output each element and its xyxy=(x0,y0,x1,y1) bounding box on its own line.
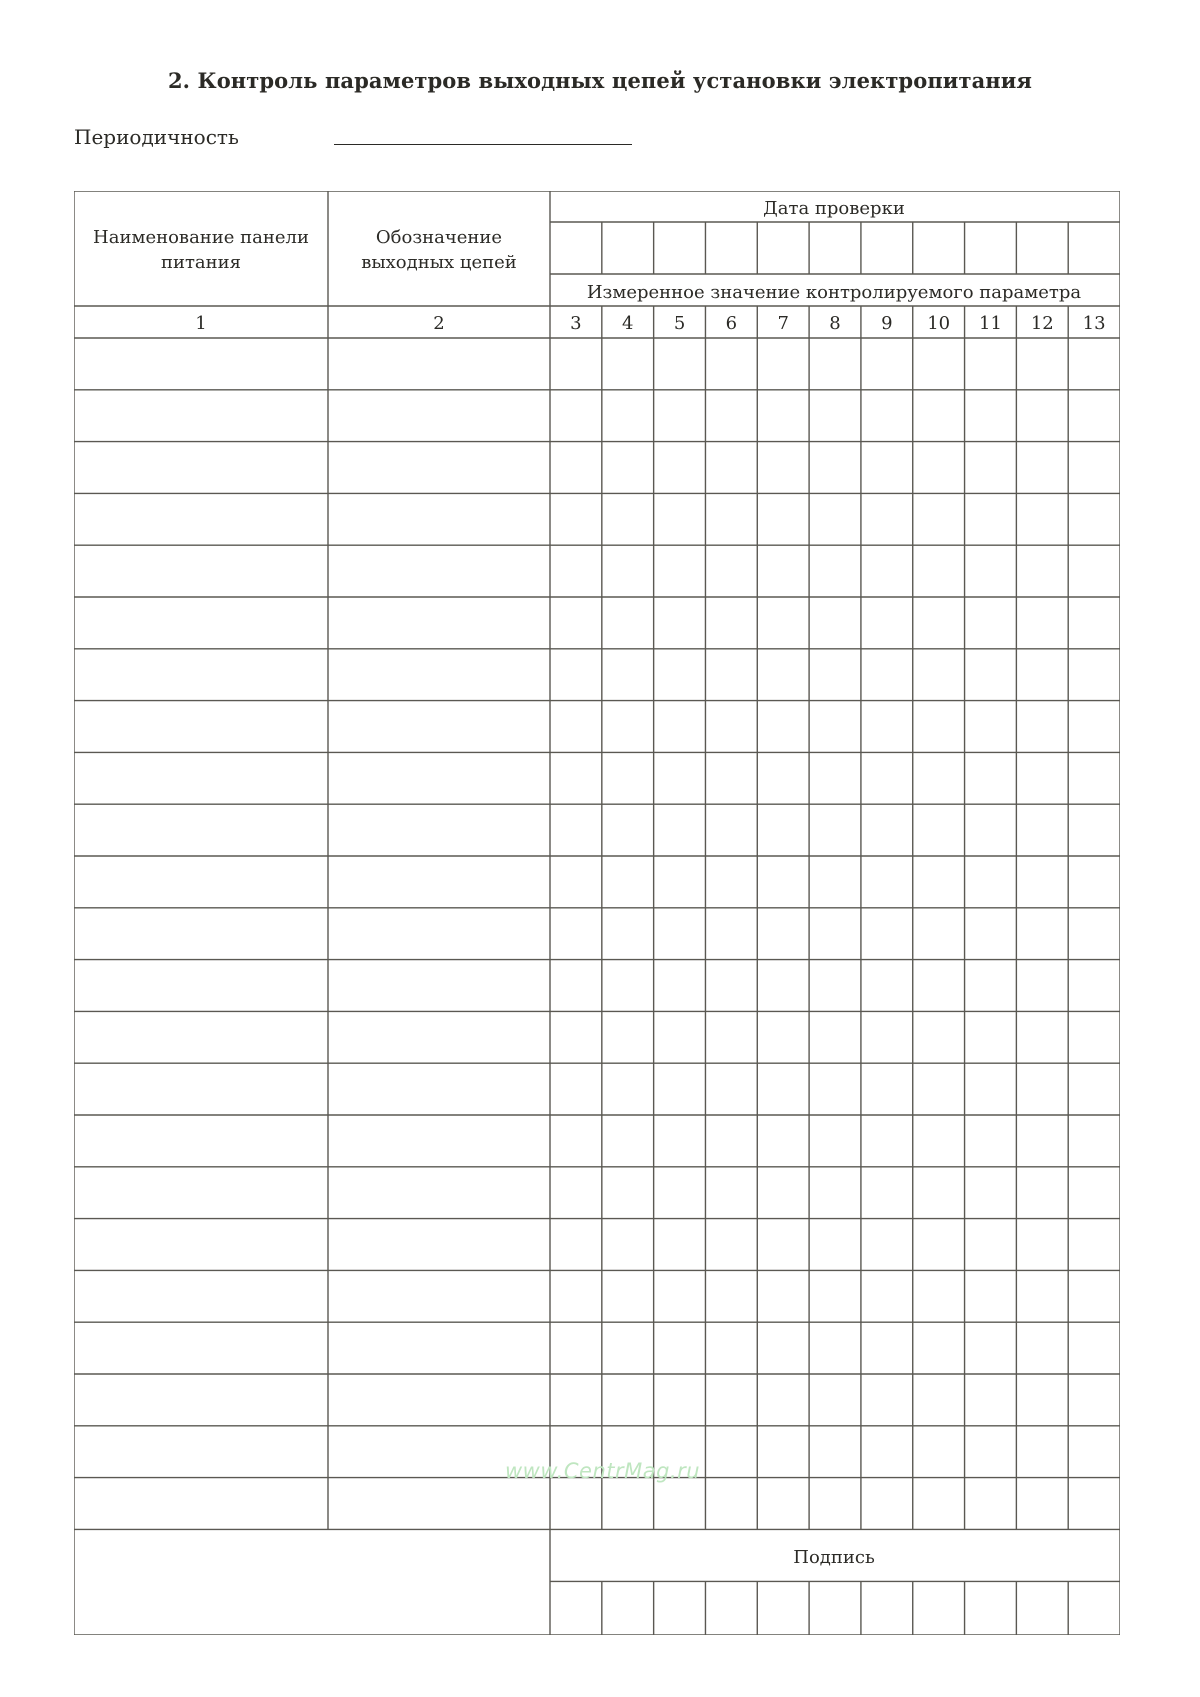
column-number-4: 4 xyxy=(622,313,634,334)
table-grid-lines xyxy=(74,191,1120,1635)
header-check-date: Дата проверки xyxy=(763,198,905,219)
column-number-row xyxy=(195,313,1105,334)
header-circuit-designation-line1: Обозначение xyxy=(375,227,503,248)
watermark: www.CentrMag.ru xyxy=(505,1459,701,1483)
header-measured-value: Измеренное значение контролируемого параметра xyxy=(586,282,1082,303)
inspection-table xyxy=(74,191,1120,1635)
column-number-3: 3 xyxy=(570,313,582,334)
column-number-10: 10 xyxy=(927,313,951,334)
column-number-6: 6 xyxy=(725,313,738,334)
column-number-11: 11 xyxy=(979,313,1002,334)
table-header-text xyxy=(93,198,1106,1568)
column-number-2: 2 xyxy=(433,313,445,334)
column-number-5: 5 xyxy=(673,313,686,334)
periodicity-input-line[interactable] xyxy=(334,144,632,145)
column-number-9: 9 xyxy=(881,313,893,334)
header-panel-name-line2: питания xyxy=(160,252,242,273)
signature-label: Подпись xyxy=(793,1547,875,1568)
header-circuit-designation-line2: выходных цепей xyxy=(361,252,517,273)
periodicity-label: Периодичность xyxy=(74,125,239,149)
column-number-12: 12 xyxy=(1030,313,1054,334)
column-number-8: 8 xyxy=(829,313,841,334)
column-number-1: 1 xyxy=(195,313,207,334)
column-number-13: 13 xyxy=(1082,313,1106,334)
document-title: 2. Контроль параметров выходных цепей установки электропитания xyxy=(167,68,1033,93)
column-number-7: 7 xyxy=(777,313,789,334)
header-panel-name-line1: Наименование панели xyxy=(93,227,309,248)
